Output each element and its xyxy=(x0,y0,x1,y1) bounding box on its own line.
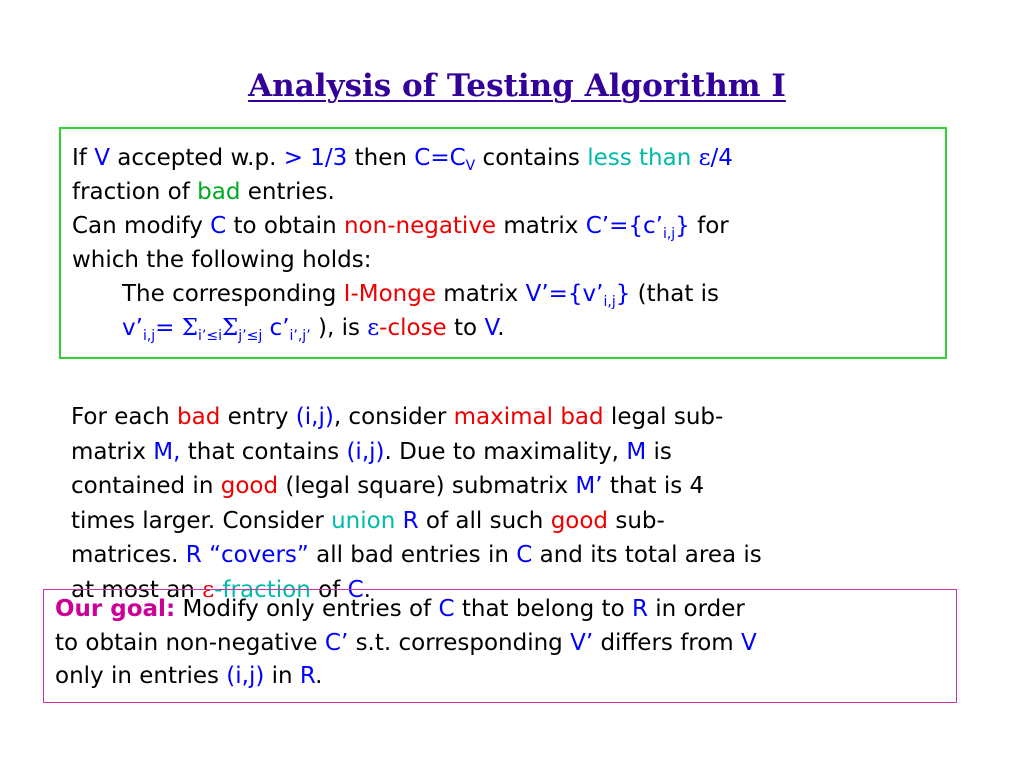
text: accepted w.p. xyxy=(109,145,284,171)
text: to obtain xyxy=(226,213,344,239)
paragraph-line-3 xyxy=(71,469,951,504)
text: C’={c’ xyxy=(585,213,663,239)
epsilon-symbol: ε xyxy=(202,576,215,603)
claim-line-6 xyxy=(72,311,935,345)
probability-threshold: > 1/3 xyxy=(283,145,348,171)
text: } xyxy=(675,213,690,239)
text: . xyxy=(315,663,323,689)
subscript: i,j xyxy=(142,328,156,344)
claim-line-4 xyxy=(72,243,935,277)
highlight-fraction: -fraction xyxy=(214,576,311,603)
symbol-C-prime: C’ xyxy=(324,629,349,656)
text: of xyxy=(310,576,348,603)
symbol-R: R xyxy=(402,507,419,534)
claim-line-3 xyxy=(72,209,935,243)
text: (legal square) submatrix xyxy=(278,473,576,499)
symbol-V: V xyxy=(94,145,110,171)
subscript: i’≤i xyxy=(198,328,222,344)
text: of all such xyxy=(418,507,551,534)
paragraph-line-4 xyxy=(71,504,951,539)
text: s.t. corresponding xyxy=(348,629,571,656)
text: contains xyxy=(475,145,588,171)
formula xyxy=(122,315,311,344)
symbol-M-prime: M’ xyxy=(575,473,603,499)
text: is xyxy=(646,438,672,465)
index-ij: (i,j) xyxy=(346,438,385,465)
goal-line-1 xyxy=(55,593,956,627)
text: entry xyxy=(220,404,296,430)
text: C=C xyxy=(414,145,466,171)
text: matrices. xyxy=(71,542,186,568)
text: that is 4 xyxy=(602,473,705,499)
text: matrix xyxy=(71,438,154,465)
highlight-i-monge: I-Monge xyxy=(343,281,436,307)
highlight-less-than: less than xyxy=(587,145,699,171)
text: Modify only entries of xyxy=(175,596,439,622)
symbol-V: V xyxy=(484,315,498,341)
text: in xyxy=(264,663,300,689)
text xyxy=(202,542,209,568)
text: and its total area is xyxy=(532,542,762,568)
text: For each xyxy=(71,404,178,430)
text: for xyxy=(689,213,729,239)
symbol-R: R xyxy=(299,663,316,689)
text: } xyxy=(615,281,631,307)
symbol-V-prime: V’ xyxy=(570,629,594,656)
highlight-non-negative: non-negative xyxy=(343,213,497,239)
goal-line-3 xyxy=(55,660,956,694)
text: matrix xyxy=(436,281,526,307)
matrix-equation xyxy=(414,145,476,174)
paragraph-line-2 xyxy=(71,435,951,470)
symbol-M: M xyxy=(626,438,647,465)
sigma-symbol: Σ xyxy=(222,315,239,341)
text: = xyxy=(155,315,182,341)
text: If xyxy=(72,145,95,171)
index-ij: (i,j) xyxy=(295,404,334,430)
text: differs from xyxy=(593,629,742,656)
text: that belong to xyxy=(454,596,632,622)
paragraph-line-5 xyxy=(71,538,951,573)
symbol-C: C xyxy=(438,596,455,622)
goal-label: Our goal: xyxy=(55,596,176,622)
text: which the following holds: xyxy=(72,247,372,273)
symbol-R: R xyxy=(631,596,648,622)
text: in order xyxy=(647,596,745,622)
highlight-good: good xyxy=(550,507,609,534)
text: . xyxy=(363,576,371,603)
claim-line-5 xyxy=(72,277,935,311)
paragraph-line-1 xyxy=(71,400,951,435)
symbol-M: M, xyxy=(153,438,181,465)
highlight-union: union xyxy=(331,507,396,534)
highlight-bad: bad xyxy=(197,179,241,205)
index-ij: (i,j) xyxy=(226,663,265,689)
text: at most an xyxy=(71,576,203,603)
text: all bad entries in xyxy=(308,542,517,568)
symbol-C: C xyxy=(210,213,227,239)
goal-line-2 xyxy=(55,627,956,661)
highlight-covers: “covers” xyxy=(209,542,309,568)
text: to obtain non-negative xyxy=(55,629,325,656)
matrix-c-prime xyxy=(585,213,690,242)
highlight-good: good xyxy=(220,473,279,499)
slide-title: Analysis of Testing Algorithm I xyxy=(248,68,786,104)
text: v’ xyxy=(122,315,143,341)
symbol-V: V xyxy=(741,629,757,656)
text: . Due to maximality, xyxy=(384,438,627,465)
text: then xyxy=(347,145,415,171)
symbol-C: C xyxy=(347,576,364,603)
text: ), is xyxy=(310,315,368,341)
fraction-quarter: /4 xyxy=(710,145,733,171)
text: legal sub- xyxy=(603,404,724,430)
subscript: i,j xyxy=(603,294,616,310)
symbol-C: C xyxy=(516,542,533,568)
text: only in entries xyxy=(55,663,227,689)
text: V’={v’ xyxy=(525,281,604,307)
body-paragraph xyxy=(71,400,951,607)
text xyxy=(395,508,402,534)
matrix-v-prime xyxy=(525,281,631,310)
text: The corresponding xyxy=(122,281,344,307)
text: times larger. Consider xyxy=(71,507,332,534)
subscript: i,j xyxy=(662,226,676,242)
text: fraction of xyxy=(72,179,198,205)
text: to xyxy=(446,315,485,341)
text: sub- xyxy=(608,507,665,534)
claim-line-2 xyxy=(72,175,935,209)
epsilon-symbol: ε xyxy=(367,315,380,341)
text: that contains xyxy=(180,438,347,465)
goal-box xyxy=(43,589,957,703)
claim-line-1 xyxy=(72,141,935,175)
text: (that is xyxy=(630,281,720,307)
subscript: j’≤j xyxy=(238,328,263,344)
text: matrix xyxy=(496,213,586,239)
highlight-close: -close xyxy=(379,315,447,341)
subscript: i’,j’ xyxy=(289,328,311,344)
text: contained in xyxy=(71,473,221,499)
symbol-R: R xyxy=(185,542,202,568)
claim-box xyxy=(59,127,947,359)
text: Can modify xyxy=(72,213,211,239)
highlight-bad: bad xyxy=(177,404,221,430)
text: . xyxy=(497,315,505,341)
highlight-maximal-bad: maximal bad xyxy=(453,404,604,430)
epsilon-symbol: ε xyxy=(698,145,711,171)
sigma-symbol: Σ xyxy=(181,315,199,341)
subscript: V xyxy=(465,158,476,174)
text: entries. xyxy=(240,179,335,205)
text: c’ xyxy=(262,315,290,341)
text: , consider xyxy=(333,404,454,430)
